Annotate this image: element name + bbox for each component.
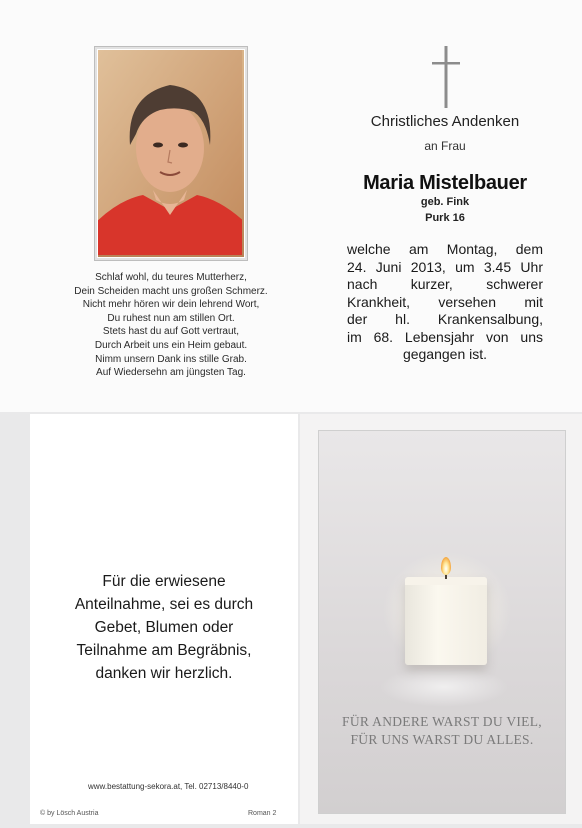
thanks-line: danken wir herzlich. <box>95 665 233 682</box>
death-notice-line: welche am Montag, dem <box>347 241 543 257</box>
death-notice-line: gegangen ist. <box>402 346 488 362</box>
poem-line: Nicht mehr hören wir dein lehrend Wort, <box>82 299 260 311</box>
thanks-line: Teilnahme am Begräbnis, <box>76 642 252 659</box>
thanks-card <box>30 414 298 824</box>
funeral-home-contact: www.bestattung-sekora.at, Tel. 02713/8440-0 <box>88 782 249 791</box>
candle-image <box>318 430 566 814</box>
poem-line: Du ruhest nun am stillen Ort. <box>107 312 235 324</box>
candle-reflection <box>379 667 509 707</box>
poem-line: Auf Wiedersehn am jüngsten Tag. <box>96 367 246 379</box>
thanks-line: Anteilnahme, sei es durch <box>74 596 254 613</box>
maiden-name: geb. Fink <box>420 196 470 208</box>
death-notice-line: der hl. Krankensalbung, <box>347 311 543 327</box>
death-notice-line: 24. Juni 2013, um 3.45 Uhr <box>347 258 543 275</box>
deceased-name: Maria Mistelbauer <box>363 172 527 194</box>
thanks-line: Für die erwiesene <box>102 573 226 590</box>
poem-line: Nimm unsern Dank ins stille Grab. <box>95 353 247 365</box>
thanks-message <box>30 570 298 685</box>
candle-card <box>300 414 582 824</box>
poem-line: Durch Arbeit uns ein Heim gebaut. <box>94 339 248 351</box>
copyright-note: © by Lösch Austria <box>40 810 99 817</box>
portrait-photo-frame <box>94 46 248 261</box>
memorial-card-front <box>0 0 582 412</box>
poem-line: Schlaf wohl, du teures Mutterherz, <box>95 272 247 283</box>
memorial-quote <box>319 713 565 749</box>
portrait-photo <box>98 50 244 257</box>
memorial-heading: Christliches Andenken <box>370 113 520 130</box>
thanks-line: Gebet, Blumen oder <box>94 619 234 636</box>
card-code: Roman 2 <box>248 810 277 817</box>
death-notice-line: nach kurzer, schwerer <box>347 276 543 292</box>
flame-icon <box>441 557 451 575</box>
cross-icon <box>432 46 460 108</box>
memorial-poem <box>50 271 292 380</box>
candle-icon <box>405 577 487 665</box>
poem-line: Stets hast du auf Gott vertraut, <box>102 326 240 338</box>
poem-line: Dein Scheiden macht uns großen Schmerz. <box>74 285 268 297</box>
quote-line: FÜR ANDERE WARST DU VIEL, <box>342 714 542 729</box>
salutation: an Frau <box>424 139 466 153</box>
death-notice-line: im 68. Lebensjahr von uns <box>347 328 543 345</box>
portrait-illustration <box>98 50 242 255</box>
quote-line: FÜR UNS WARST DU ALLES. <box>350 732 534 747</box>
address: Purk 16 <box>425 212 465 224</box>
death-notice-line: Krankheit, versehen mit <box>347 293 543 310</box>
death-notice <box>347 241 543 364</box>
